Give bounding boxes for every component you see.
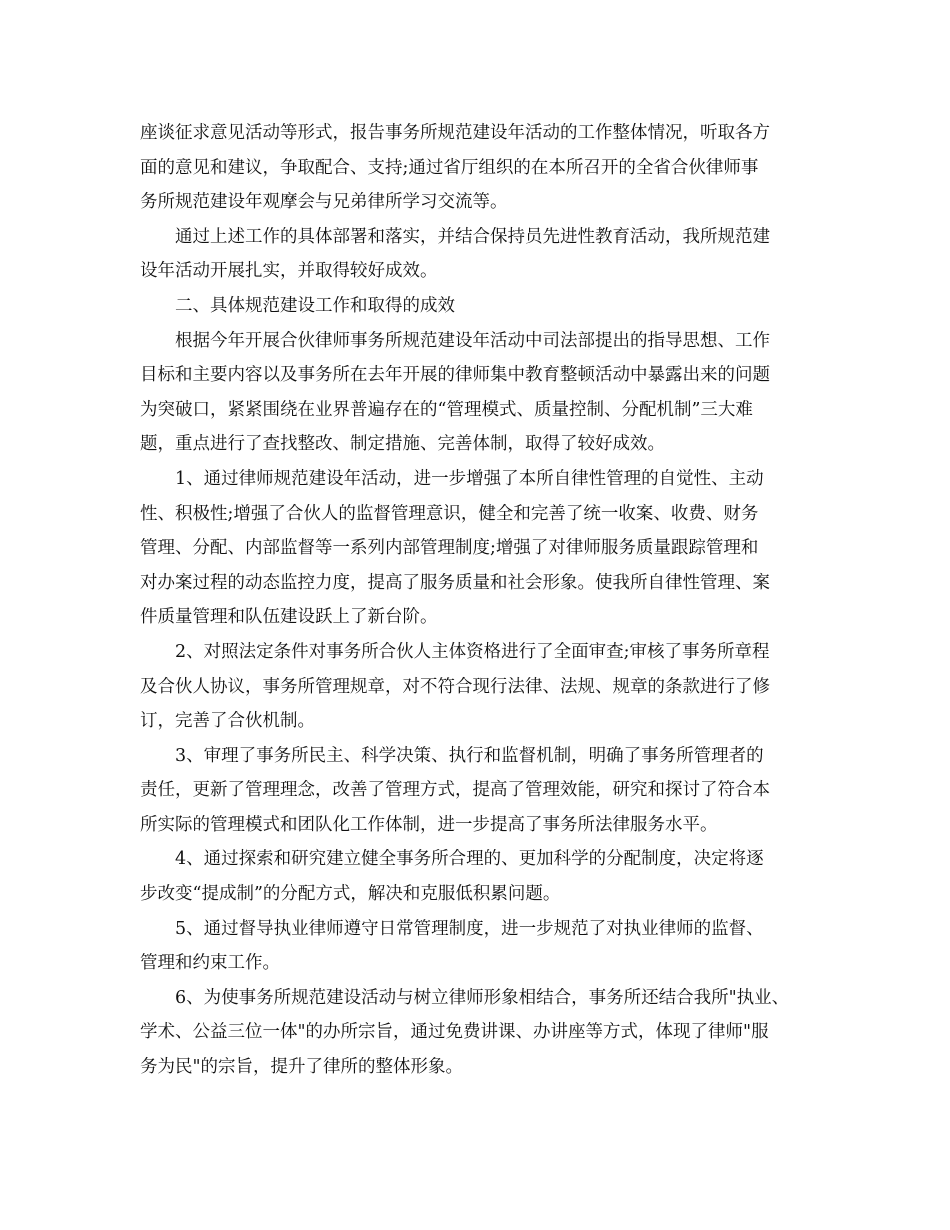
- text-line: 设年活动开展扎实，并取得较好成效。: [140, 261, 438, 282]
- text-line: 性、积极性;增强了合伙人的监督管理意识，健全和完善了统一收案、收费、财务: [140, 503, 759, 524]
- text-line: 5、通过督导执业律师遵守日常管理制度，进一步规范了对执业律师的监督、: [175, 918, 764, 939]
- document-body: [140, 116, 812, 1085]
- text-line: 管理和约束工作。: [140, 953, 280, 974]
- text-line: 务为民"的宗旨，提升了律所的整体形象。: [140, 1057, 464, 1078]
- text-line: 对办案过程的动态监控力度，提高了服务质量和社会形象。使我所自律性管理、案: [140, 572, 770, 593]
- text-line: 件质量管理和队伍建设跃上了新台阶。: [140, 607, 438, 628]
- text-line: 根据今年开展合伙律师事务所规范建设年活动中司法部提出的指导思想、工作: [175, 330, 770, 351]
- text-line: 1、通过律师规范建设年活动，进一步增强了本所自律性管理的自觉性、主动: [175, 468, 764, 489]
- text-line: 面的意见和建议，争取配合、支持;通过省厅组织的在本所召开的全省合伙律师事: [140, 157, 759, 178]
- text-line: 4、通过探索和研究建立健全事务所合理的、更加科学的分配制度，决定将逐: [175, 849, 764, 870]
- text-line: 及合伙人协议，事务所管理规章，对不符合现行法律、法规、规章的条款进行了修: [140, 676, 770, 697]
- text-line: 管理、分配、内部监督等一系列内部管理制度;增强了对律师服务质量跟踪管理和: [140, 538, 759, 559]
- text-line: 所实际的管理模式和团队化工作体制，进一步提高了事务所法律服务水平。: [140, 814, 718, 835]
- text-line: 题，重点进行了查找整改、制定措施、完善体制，取得了较好成效。: [140, 434, 665, 455]
- text-line: 责任，更新了管理理念，改善了管理方式，提高了管理效能，研究和探讨了符合本: [140, 780, 770, 801]
- text-line: 3、审理了事务所民主、科学决策、执行和监督机制，明确了事务所管理者的: [175, 745, 764, 766]
- text-line: 学术、公益三位一体"的办所宗旨，通过免费讲课、办讲座等方式，体现了律师"服: [140, 1022, 769, 1043]
- text-line: 通过上述工作的具体部署和落实，并结合保持员先进性教育活动，我所规范建: [175, 226, 770, 247]
- text-line: 6、为使事务所规范建设活动与树立律师形象相结合，事务所还结合我所"执业、: [175, 987, 790, 1008]
- text-line: 目标和主要内容以及事务所在去年开展的律师集中教育整顿活动中暴露出来的问题: [140, 365, 770, 386]
- text-line: 为突破口，紧紧围绕在业界普遍存在的“管理模式、质量控制、分配机制”三大难: [140, 399, 753, 420]
- text-line: 步改变“提成制”的分配方式，解决和克服低积累问题。: [140, 884, 561, 905]
- text-line: 座谈征求意见活动等形式，报告事务所规范建设年活动的工作整体情况，听取各方: [140, 123, 770, 143]
- text-line: 2、对照法定条件对事务所合伙人主体资格进行了全面审查;审核了事务所章程: [175, 641, 770, 662]
- text-line: 二、具体规范建设工作和取得的成效: [175, 295, 455, 316]
- text-line: 务所规范建设年观摩会与兄弟律所学习交流等。: [140, 192, 508, 213]
- text-line: 订，完善了合伙机制。: [140, 711, 315, 732]
